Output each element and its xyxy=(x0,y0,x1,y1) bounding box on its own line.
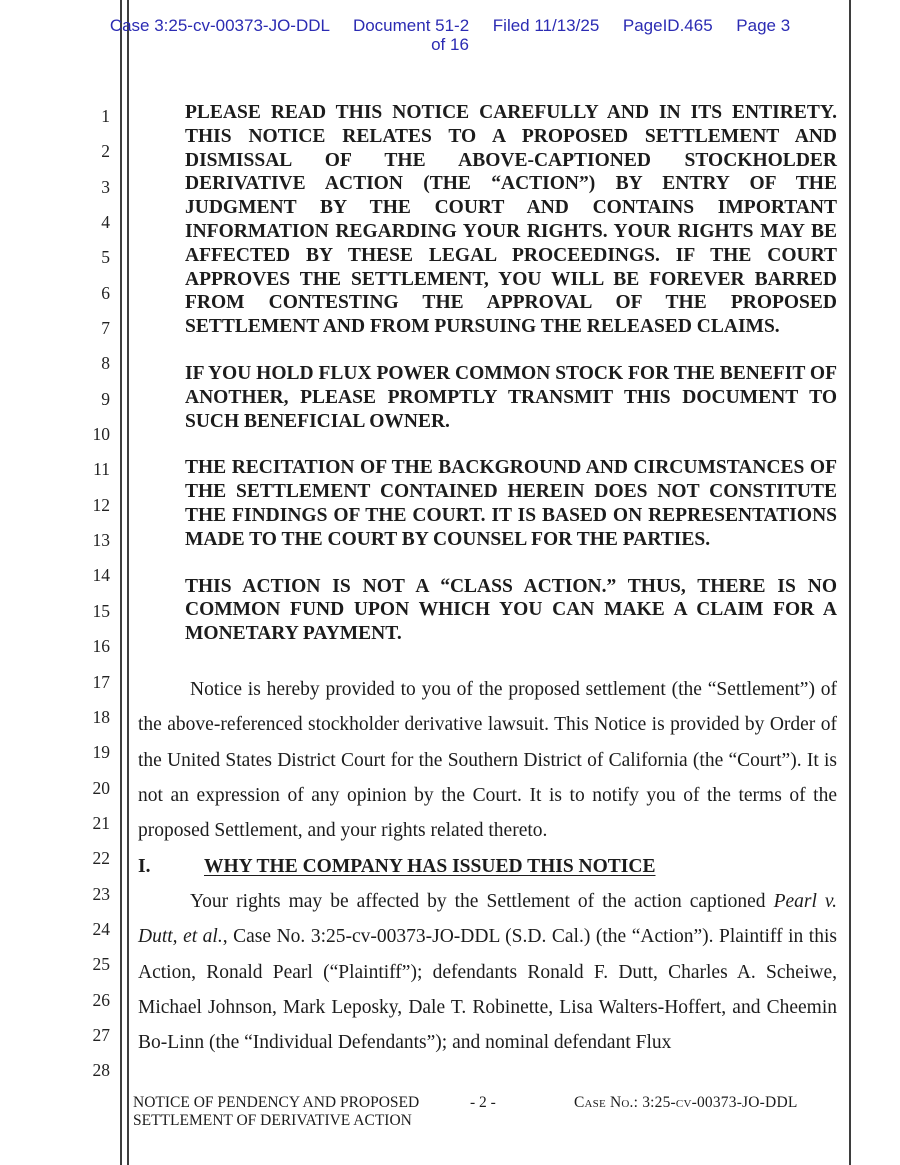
notice-bold-paragraph-1: PLEASE READ THIS NOTICE CAREFULLY AND IN ITS ENTIRETY. THIS NOTICE RELATES TO A PROPOSED SETTLEMENT AND DISMISSAL OF THE ABOVE-CAPTIONED STOCKHOLDER DERIVATIVE ACTION (THE “ACTION”) BY ENTRY OF THE JUDGMENT BY THE COURT AND CONTAINS IMPORTANT INFORMATION REGARDING YOUR RIGHTS. YOUR RIGHTS MAY BE AFFECTED BY THESE LEGAL PROCEEDINGS. IF THE COURT APPROVES THE SETTLEMENT, YOU WILL BE FOREVER BARRED FROM CONTESTING THE APPROVAL OF THE PROPOSED SETTLEMENT AND FROM PURSUING THE RELEASED CLAIMS. xyxy=(185,102,837,338)
footer-case-number: Case No.: 3:25-cv-00373-JO-DDL xyxy=(574,1094,798,1111)
case-paragraph-text: Your rights may be affected by the Settlement of the action captioned xyxy=(190,891,774,912)
section-title: WHY THE COMPANY HAS ISSUED THIS NOTICE xyxy=(204,855,656,877)
line-number: 14 xyxy=(92,565,110,586)
line-number: 18 xyxy=(92,706,110,727)
document-body xyxy=(138,101,837,1061)
page-footer xyxy=(133,1094,837,1130)
footer-page-number: - 2 - xyxy=(470,1094,496,1111)
section-heading xyxy=(138,849,837,884)
line-number: 1 xyxy=(101,106,110,126)
line-number: 23 xyxy=(92,883,110,904)
right-margin-rule xyxy=(849,0,851,1165)
line-number: 13 xyxy=(92,530,110,551)
line-number: 24 xyxy=(92,918,110,939)
line-number: 6 xyxy=(101,282,110,303)
line-number: 12 xyxy=(92,494,110,515)
left-margin-double-rule xyxy=(120,0,129,1165)
line-number: 19 xyxy=(92,742,110,763)
notice-bold-paragraph-4: THIS ACTION IS NOT A “CLASS ACTION.” THUS, THERE IS NO COMMON FUND UPON WHICH YOU CAN MAKE A CLAIM FOR A MONETARY PAYMENT. xyxy=(185,575,837,645)
section-number: I. xyxy=(138,855,151,877)
line-number: 17 xyxy=(92,671,110,692)
line-number: 3 xyxy=(101,176,110,197)
case-caption-italic: Pearl v. Dutt, et al. xyxy=(138,891,837,948)
line-number: 8 xyxy=(101,353,110,374)
line-number: 28 xyxy=(92,1060,110,1081)
line-number: 21 xyxy=(92,812,110,833)
line-number: 4 xyxy=(101,212,110,233)
line-number: 27 xyxy=(92,1024,110,1045)
ecf-stamp-line-1: Case 3:25-cv-00373-JO-DDL Document 51-2 Filed 11/13/25 PageID.465 Page 3 xyxy=(109,16,791,35)
line-number: 15 xyxy=(92,600,110,621)
line-number: 25 xyxy=(92,954,110,975)
line-numbers xyxy=(0,106,110,1096)
footer-title-line-1: NOTICE OF PENDENCY AND PROPOSED xyxy=(133,1094,420,1111)
line-number: 5 xyxy=(101,247,110,268)
line-number: 11 xyxy=(93,459,110,480)
ecf-stamp-line-2: of 16 xyxy=(431,35,469,54)
line-number: 20 xyxy=(92,777,110,798)
ecf-stamp-header xyxy=(0,16,900,54)
line-number: 7 xyxy=(101,318,110,339)
case-description-paragraph xyxy=(138,884,837,1061)
notice-bold-paragraph-3: THE RECITATION OF THE BACKGROUND AND CIRCUMSTANCES OF THE SETTLEMENT CONTAINED HEREIN DOES NOT CONSTITUTE THE FINDINGS OF THE COURT. IT IS BASED ON REPRESENTATIONS MADE TO THE COURT BY COUNSEL FOR THE PARTIES. xyxy=(185,457,837,550)
line-number: 10 xyxy=(92,424,110,445)
case-paragraph-text: , Case No. 3:25-cv-00373-JO-DDL (S.D. Cal.) (the “Action”). Plaintiff in this Action, Ronald Pearl (“Plaintiff”); defendants Ronald F. Dutt, Charles A. Scheiwe, Michael Johnson, Mark Leposky, Dale T. Robinette, Lisa Walters-Hoffert, and Cheemin Bo-Linn (the “Individual Defendants”); and nominal defendant Flux xyxy=(138,926,837,1054)
line-number: 26 xyxy=(92,989,110,1010)
footer-title-line-2: SETTLEMENT OF DERIVATIVE ACTION xyxy=(133,1112,412,1129)
notice-intro-paragraph: Notice is hereby provided to you of the proposed settlement (the “Settlement”) of the above-referenced stockholder derivative lawsuit. This Notice is provided by Order of the United States District Court for the Southern District of California (the “Court”). It is not an expression of any opinion by the Court. It is to notify you of the terms of the proposed Settlement, and your rights related thereto. xyxy=(138,678,837,842)
notice-bold-paragraph-2: IF YOU HOLD FLUX POWER COMMON STOCK FOR THE BENEFIT OF ANOTHER, PLEASE PROMPTLY TRANSMIT THIS DOCUMENT TO SUCH BENEFICIAL OWNER. xyxy=(185,362,837,432)
line-number: 2 xyxy=(101,141,110,162)
line-number: 22 xyxy=(92,848,110,869)
line-number: 16 xyxy=(92,636,110,657)
line-number: 9 xyxy=(101,388,110,409)
